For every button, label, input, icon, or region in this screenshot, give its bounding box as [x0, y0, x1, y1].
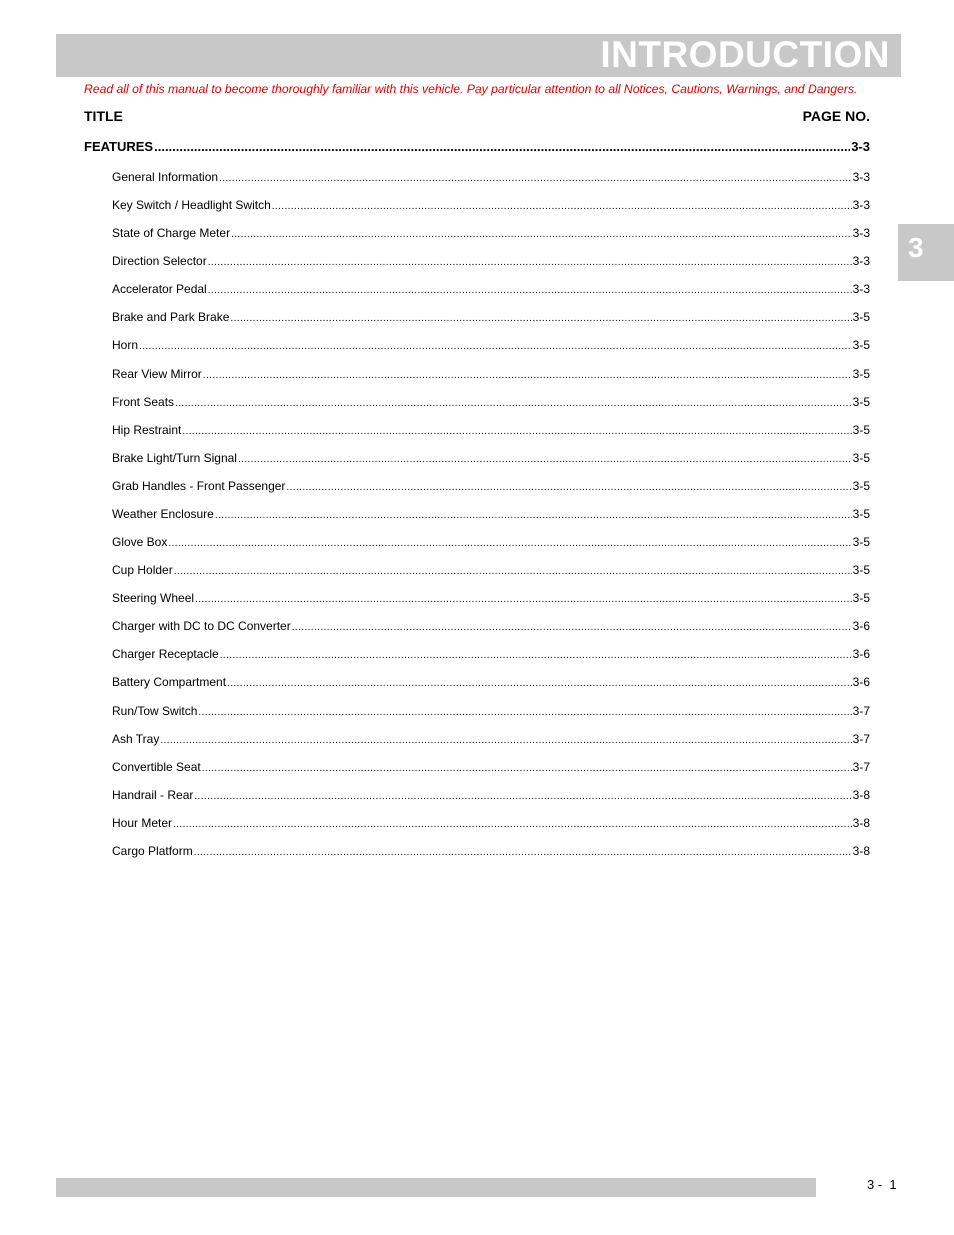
toc-entry-page: 3-3 — [852, 254, 870, 269]
toc-dot-leader — [182, 426, 851, 437]
toc-entry[interactable] — [112, 844, 870, 858]
toc-entry-label: Brake Light/Turn Signal — [112, 450, 237, 465]
toc-entry[interactable] — [112, 226, 870, 240]
toc-dot-leader — [174, 566, 852, 577]
toc-dot-leader — [215, 510, 852, 521]
toc-entry-label: Key Switch / Headlight Switch — [112, 198, 271, 213]
toc-entry-page: 3-7 — [852, 731, 870, 746]
toc-entry-label: Accelerator Pedal — [112, 282, 207, 297]
toc-entry-label: Battery Compartment — [112, 675, 227, 690]
toc-entry-label: Hour Meter — [112, 815, 173, 830]
toc-column-title: TITLE — [84, 108, 123, 124]
toc-entry-label: Handrail - Rear — [112, 787, 194, 802]
toc-entry[interactable] — [112, 479, 870, 493]
toc-dot-leader — [219, 173, 852, 184]
toc-entry[interactable] — [112, 563, 870, 577]
footer-bar — [56, 1178, 816, 1197]
toc-entry-label: State of Charge Meter — [112, 226, 231, 241]
toc-entry-label: Charger Receptacle — [112, 647, 219, 662]
toc-entry-label: Horn — [112, 338, 139, 353]
chapter-tab[interactable] — [898, 224, 954, 281]
toc-entry-label: Brake and Park Brake — [112, 310, 230, 325]
toc-entry[interactable] — [112, 675, 870, 689]
toc-dot-leader — [175, 398, 852, 409]
chapter-tab-number: 3 — [908, 232, 924, 263]
toc-dot-leader — [238, 454, 852, 465]
toc-dot-leader — [231, 229, 852, 240]
toc-entry[interactable] — [112, 338, 870, 352]
toc-entry-page: 3-6 — [852, 619, 870, 634]
toc-entry[interactable] — [112, 647, 870, 661]
toc-entry[interactable] — [112, 732, 870, 746]
toc-dot-leader — [202, 763, 852, 774]
toc-entry-page: 3-5 — [852, 422, 870, 437]
toc-entry-page: 3-3 — [852, 282, 870, 297]
toc-entry-label: Charger with DC to DC Converter — [112, 619, 291, 634]
toc-entry-label: Cup Holder — [112, 563, 173, 578]
toc-entry-page: 3-5 — [852, 394, 870, 409]
toc-entry[interactable] — [112, 760, 870, 774]
toc-entry[interactable] — [112, 704, 870, 718]
toc-entry[interactable] — [112, 170, 870, 184]
toc-entry-page: 3-5 — [852, 338, 870, 353]
toc-dot-leader — [292, 622, 852, 633]
toc-entry-label: General Information — [112, 170, 219, 184]
page-title: INTRODUCTION — [600, 34, 890, 75]
toc-entry-page: 3-5 — [852, 563, 870, 578]
toc-dot-leader — [272, 201, 852, 212]
toc-entry-page: 3-6 — [852, 675, 870, 690]
toc-entry-page: 3-8 — [852, 815, 870, 830]
toc-entry-page: 3-6 — [852, 647, 870, 662]
toc-entry[interactable] — [112, 423, 870, 437]
toc-entry[interactable] — [112, 619, 870, 633]
toc-entry-label: Direction Selector — [112, 254, 207, 269]
toc-entry-page: 3-5 — [852, 591, 870, 606]
toc-entry-page: 3-5 — [852, 366, 870, 381]
toc-entry[interactable] — [112, 282, 870, 296]
toc-entry[interactable] — [112, 535, 870, 549]
toc-dot-leader — [286, 482, 851, 493]
toc-section-page: 3-3 — [851, 139, 870, 154]
toc-entry-page: 3-5 — [852, 450, 870, 465]
toc-dot-leader — [203, 370, 852, 381]
toc-entry-label: Hip Restraint — [112, 422, 182, 437]
toc-dot-leader — [208, 257, 852, 268]
toc-dot-leader — [195, 594, 852, 605]
toc-entry[interactable] — [112, 591, 870, 605]
toc-entry-label: Cargo Platform — [112, 843, 193, 858]
toc-entry-page: 3-5 — [852, 310, 870, 325]
toc-entry-label: Front Seats — [112, 394, 175, 409]
toc-section-features[interactable] — [84, 139, 870, 154]
toc-entry-page: 3-3 — [852, 198, 870, 213]
toc-dot-leader — [208, 285, 852, 296]
toc-entry-page: 3-7 — [852, 759, 870, 774]
notice-text: Read all of this manual to become thoroughly familiar with this vehicle. Pay particular attention to all Notices, Cautions, Warnings, and Dangers. — [84, 82, 858, 96]
toc-dot-leader — [173, 819, 852, 830]
toc-entry[interactable] — [112, 507, 870, 521]
toc-entry[interactable] — [112, 367, 870, 381]
toc-entry-page: 3-5 — [852, 535, 870, 550]
toc-entry-label: Convertible Seat — [112, 759, 201, 774]
toc-entry-page: 3-3 — [852, 226, 870, 241]
toc-entry-page: 3-3 — [852, 170, 870, 184]
toc-entry[interactable] — [112, 816, 870, 830]
toc-entry-page: 3-5 — [852, 506, 870, 521]
toc-dot-leader — [168, 538, 851, 549]
footer-page-number: 3 - 1 — [867, 1177, 897, 1192]
toc-dot-leader — [160, 735, 851, 746]
toc-entry-label: Glove Box — [112, 535, 168, 550]
toc-entry[interactable] — [112, 310, 870, 324]
toc-entry[interactable] — [112, 254, 870, 268]
toc-dot-leader — [154, 139, 850, 154]
toc-entry[interactable] — [112, 788, 870, 802]
toc-entry-label: Rear View Mirror — [112, 366, 202, 381]
toc-column-page: PAGE NO. — [802, 108, 870, 124]
toc-entry-page: 3-8 — [852, 843, 870, 858]
toc-dot-leader — [139, 341, 852, 352]
toc-dot-leader — [194, 847, 852, 858]
toc-entry-page: 3-5 — [852, 478, 870, 493]
header-bar — [56, 34, 901, 77]
toc-entry[interactable] — [112, 451, 870, 465]
toc-entry-label: Weather Enclosure — [112, 506, 214, 521]
toc-entry-label: Grab Handles - Front Passenger — [112, 478, 286, 493]
toc-section-label: FEATURES — [84, 139, 154, 154]
toc-entry[interactable] — [112, 198, 870, 212]
toc-entry-label: Run/Tow Switch — [112, 703, 198, 718]
toc-dot-leader — [194, 791, 851, 802]
toc-entry-label: Steering Wheel — [112, 591, 195, 606]
toc-dot-leader — [220, 650, 852, 661]
toc-entry[interactable] — [112, 395, 870, 409]
toc-entry-page: 3-8 — [852, 787, 870, 802]
toc-dot-leader — [227, 678, 852, 689]
toc-dot-leader — [198, 707, 851, 718]
toc-entry-label: Ash Tray — [112, 731, 160, 746]
toc-entry-page: 3-7 — [852, 703, 870, 718]
toc-dot-leader — [230, 313, 851, 324]
